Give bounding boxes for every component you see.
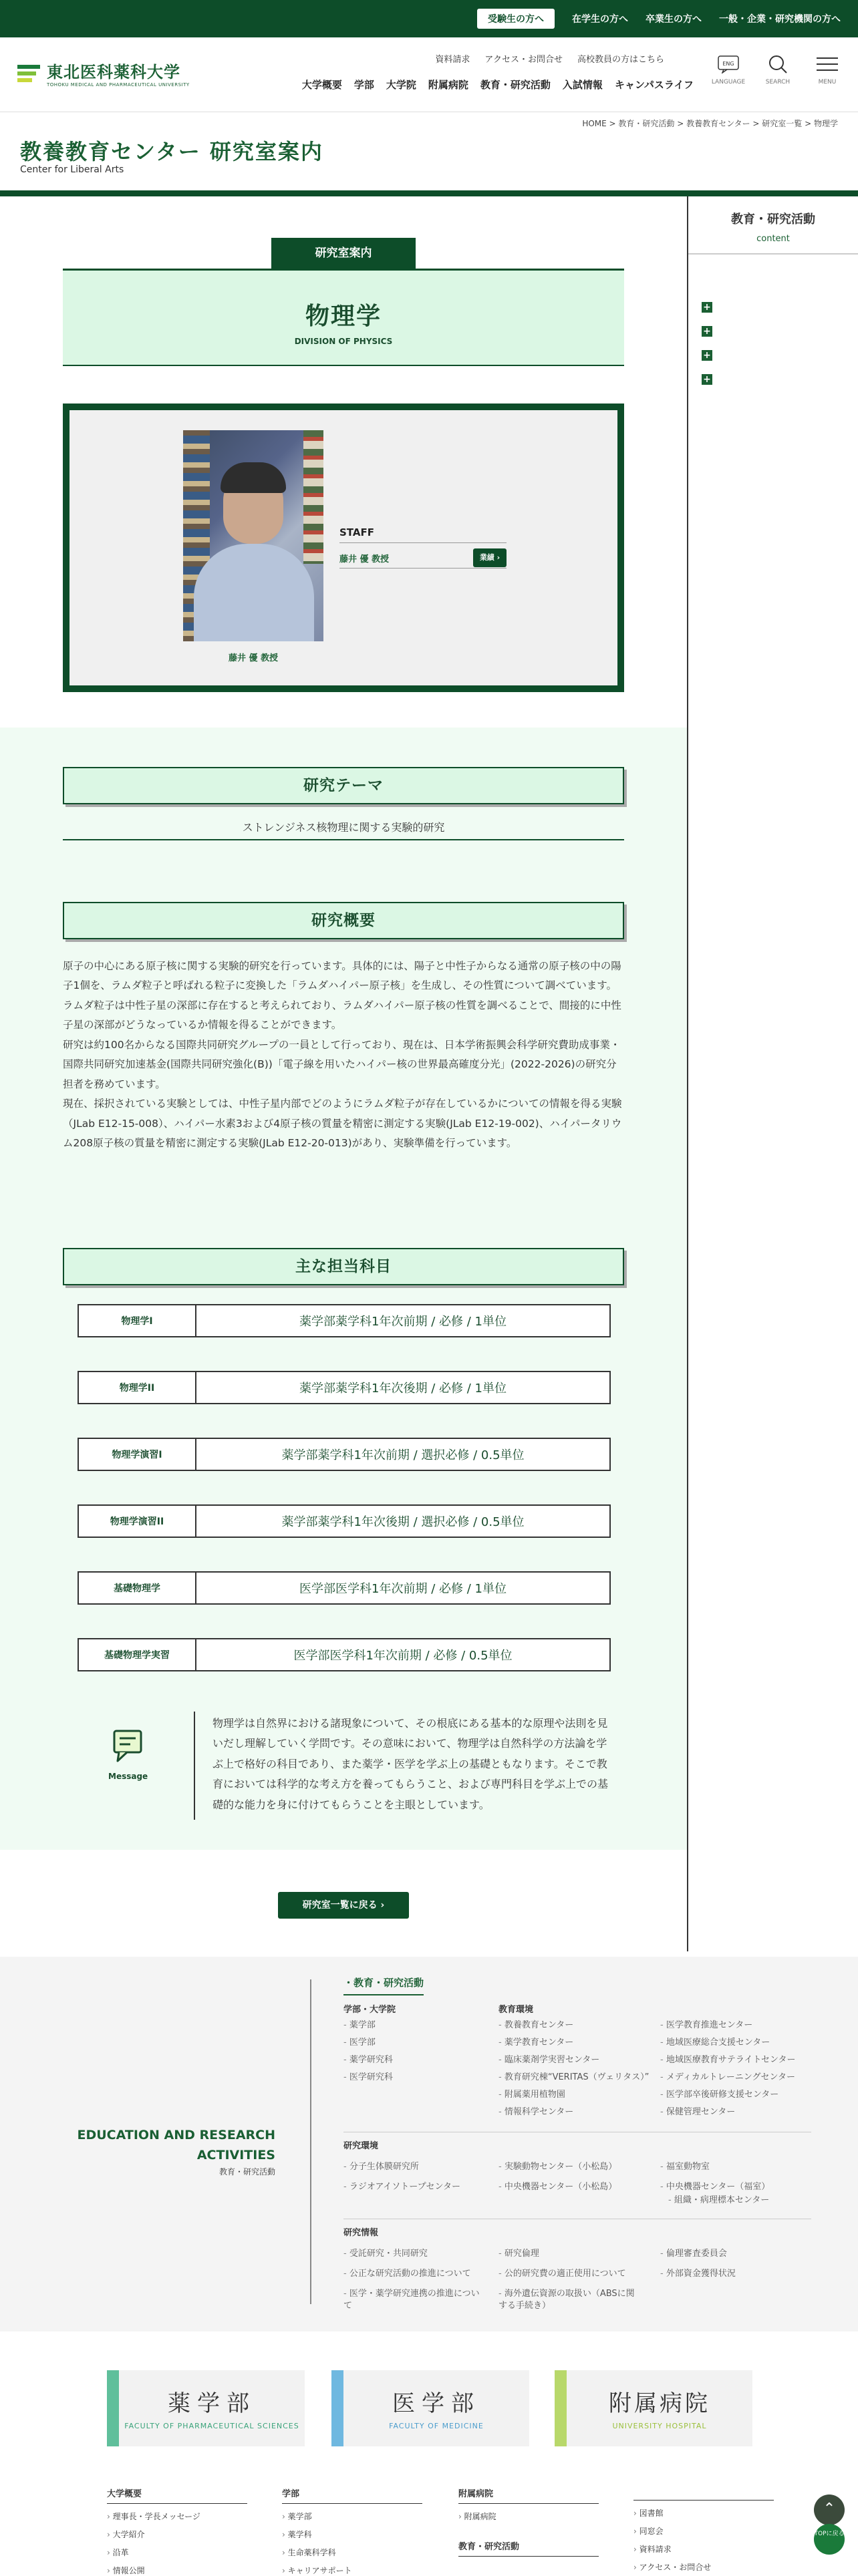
footer-main xyxy=(0,2331,858,2573)
research-section-bg xyxy=(0,728,687,1850)
divider xyxy=(339,542,507,543)
footer-title-jp: 教育・研究活動 xyxy=(219,2166,275,2177)
achievements-button[interactable]: 業績 › xyxy=(473,548,507,567)
lab-tag: 研究室案内 xyxy=(271,238,416,269)
sidebar-expand-icon[interactable]: + xyxy=(702,350,712,361)
course-name: 物理学II xyxy=(79,1372,196,1403)
site-logo[interactable] xyxy=(17,59,190,88)
banner-title: 薬学部 xyxy=(168,2390,256,2417)
footer-link[interactable]: - 教育研究棟“VERITAS（ヴェリタス）” xyxy=(498,2072,649,2084)
page-title: 教養教育センター 研究室案内 xyxy=(20,139,323,164)
language-icon xyxy=(716,53,741,75)
footer-link[interactable]: - 情報科学センター xyxy=(498,2106,573,2118)
footer-col-link[interactable]: › アクセス・お問合せ xyxy=(633,2561,774,2573)
footer-link[interactable]: - 医学部 xyxy=(343,2037,376,2049)
footer-link[interactable]: - 公的研究費の適正使用について xyxy=(498,2268,626,2280)
sidebar-title: 教育・研究活動 xyxy=(731,212,815,226)
lab-name-en: DIVISION OF PHYSICS xyxy=(294,337,393,346)
footer-link[interactable]: - 公正な研究活動の推進について xyxy=(343,2268,471,2280)
footer-link[interactable]: - 臨床薬剤学実習センター xyxy=(498,2054,599,2066)
global-nav xyxy=(302,77,694,92)
footer-link[interactable]: - 研究倫理 xyxy=(498,2248,539,2260)
footer-link[interactable]: - ラジオアイソトープセンター xyxy=(343,2181,460,2193)
course-desc: 医学部医学科1年次前期 / 必修 / 1単位 xyxy=(299,1582,507,1596)
message-label: Message xyxy=(108,1772,148,1781)
staff-name: 藤井 優 教授 xyxy=(339,554,390,565)
banner-subtitle: UNIVERSITY HOSPITAL xyxy=(612,2422,707,2430)
footer-link[interactable]: - 保健管理センター xyxy=(660,2106,735,2118)
audience-link-applicants[interactable]: 受験生の方へ xyxy=(477,9,555,29)
footer-activities-heading[interactable]: ・教育・研究活動 xyxy=(343,1977,424,1989)
footer-link[interactable]: - 中央機器センター（福室） xyxy=(660,2181,770,2193)
footer-link[interactable]: - 倫理審査委員会 xyxy=(660,2248,727,2260)
staff-label: STAFF xyxy=(339,526,374,538)
footer-group-caption: 研究環境 xyxy=(343,2141,379,2151)
hamburger-icon xyxy=(815,53,840,75)
audience-bar xyxy=(0,0,858,37)
footer-title-en-1: EDUCATION AND RESEARCH xyxy=(77,2128,275,2142)
header-icons xyxy=(711,53,842,86)
lab-heading-box xyxy=(63,269,624,366)
scroll-up-icon[interactable]: ⌃ xyxy=(814,2494,845,2525)
overview-paragraph: ラムダ粒子は中性子星の深部に存在すると考えられており、ラムダハイパー原子核の性質を調べることで、間接的に中性子星の深部がどうなっているか情報を得ることができます。 xyxy=(63,999,621,1031)
language-button[interactable] xyxy=(711,53,746,86)
banner-pharmacy[interactable] xyxy=(107,2370,305,2446)
page-title-en: Center for Liberal Arts xyxy=(20,164,124,175)
research-theme-text: ストレンジネス核物理に関する実験的研究 xyxy=(63,815,624,840)
breadcrumb[interactable]: HOME > 教育・研究活動 > 教養教育センター > 研究室一覧 > 物理学 xyxy=(582,119,838,128)
gnav-about[interactable]: 大学概要 xyxy=(301,79,342,91)
divider xyxy=(310,1979,311,2304)
search-icon xyxy=(765,53,791,75)
footer-link[interactable]: - 附属薬用植物園 xyxy=(498,2089,565,2101)
footer-link[interactable]: - 福室動物室 xyxy=(660,2161,710,2173)
main-content xyxy=(0,196,687,1951)
course-desc: 薬学部薬学科1年次前期 / 選択必修 / 0.5単位 xyxy=(281,1448,525,1462)
footer-col-link[interactable]: › キャリアサポート xyxy=(282,2565,422,2576)
logo-name: 東北医科薬科大学 xyxy=(47,63,180,82)
footer-group-caption: 教育環境 xyxy=(498,2005,534,2015)
course-desc: 薬学部薬学科1年次前期 / 必修 / 1単位 xyxy=(299,1315,507,1329)
course-name: 基礎物理学実習 xyxy=(79,1639,196,1670)
util-link-request[interactable]: 資料請求 xyxy=(435,55,470,65)
sidebar-expand-icon[interactable]: + xyxy=(702,302,712,313)
footer-link[interactable]: - 医学教育推進センター xyxy=(660,2020,752,2032)
overview-paragraph: 原子の中心にある原子核に関する実験的研究を行っています。具体的には、陽子と中性子からなる通常の原子核の中の陽子1個を、ラムダ粒子と呼ばれる粒子に変換した「ラムダハイパー原子核」を生成し、その性質について調べています。 xyxy=(63,960,621,992)
footer-link[interactable]: - 実験動物センター（小松島） xyxy=(498,2161,617,2173)
footer-link[interactable]: - 海外遺伝資源の取扱い（ABSに関する手続き） xyxy=(498,2288,639,2312)
back-to-list-button[interactable]: 研究室一覧に戻る › xyxy=(278,1892,409,1919)
footer-col-link[interactable]: › 情報公開 xyxy=(107,2565,247,2576)
menu-button[interactable] xyxy=(813,53,842,86)
to-top-button[interactable]: TOPに戻る xyxy=(814,2524,845,2555)
gnav-campus-life[interactable]: キャンパスライフ xyxy=(614,79,694,91)
util-link-access[interactable]: アクセス・お問合せ xyxy=(484,55,563,65)
message-text: 物理学は自然界における諸現象について、その根底にある基本的な原理や法則を見いだし理解していく学問です。その意味において、物理学は自然科学の方法論を学ぶ上で格好の科目であり、また薬学・医学を学ぶ上の基礎ともなります。そこで教育においては科学的な考え方を養ってもらうこと、および専門科目を学ぶ上での基礎的な能力を身に付けてもらうことを主眼としています。 xyxy=(212,1717,609,1811)
sidebar xyxy=(687,196,858,1951)
footer-col-heading xyxy=(633,2486,774,2501)
divider xyxy=(343,1994,424,1995)
gnav-research[interactable]: 教育・研究活動 xyxy=(480,79,551,91)
sidebar-expand-icon[interactable]: + xyxy=(702,374,712,385)
footer-col-link[interactable]: › 薬学部 xyxy=(282,2511,422,2522)
page-title-bar xyxy=(0,112,858,196)
banner-medicine[interactable] xyxy=(331,2370,529,2446)
footer-link[interactable]: - 地域医療総合支援センター xyxy=(660,2037,770,2049)
footer-group-caption: 研究情報 xyxy=(343,2228,379,2238)
footer-col-hospital xyxy=(458,2486,599,2557)
footer-col-link[interactable]: › 同窓会 xyxy=(633,2525,774,2537)
footer-link[interactable]: - 中央機器センター（小松島） xyxy=(498,2181,617,2193)
gnav-faculties[interactable]: 学部 xyxy=(353,79,374,91)
footer-col-link[interactable]: › 大学紹介 xyxy=(107,2529,247,2540)
lab-name: 物理学 xyxy=(305,303,382,330)
courses-heading: 主な担当科目 xyxy=(63,1248,624,1285)
footer-col-heading[interactable]: 大学概要 xyxy=(107,2486,247,2504)
footer-activities-title xyxy=(78,2125,276,2179)
course-name: 物理学I xyxy=(79,1305,196,1336)
research-theme-heading-main: 研究テーマ xyxy=(63,767,624,804)
footer-col-about xyxy=(107,2486,247,2576)
banner-title: 附属病院 xyxy=(609,2390,710,2417)
footer-activities xyxy=(0,1957,858,2331)
overview-paragraph: 現在、採択されている実験としては、中性子星内部でどのようにラムダ粒子が存在しているかについての情報を得る実験（JLab E12-15-008）、ハイパー水素3および4原子核の質量を精密に測定する実験(JLab E12-19-002)、ハイパータリウム208原子核の質量を精密に測定する実験(JLab E12-20-013)があり、実験準備を行っています。 xyxy=(63,1098,622,1149)
footer-col-link[interactable]: › 生命薬科学科 xyxy=(282,2547,422,2558)
footer-link[interactable]: - 組織・病理標本センター xyxy=(668,2195,769,2207)
footer-col-link[interactable]: › 薬学科 xyxy=(282,2529,422,2540)
language-label: LANGUAGE xyxy=(711,79,746,86)
overview-paragraph: 研究は約100名からなる国際共同研究グループの一員として行っており、現在は、日本学術振興会科学研究費助成事業・国際共同研究加速基金(国際共同研究強化(B))「電子線を用いたハイパー核の世界最高確度分光」(2022-2026)の研究分担者を務めています。 xyxy=(63,1038,621,1090)
footer-col-heading[interactable]: 附属病院 xyxy=(458,2486,599,2504)
content-layout xyxy=(0,196,858,1951)
gnav-admissions[interactable]: 入試情報 xyxy=(562,79,603,91)
divider xyxy=(339,568,507,569)
footer-col-heading[interactable]: 学部 xyxy=(282,2486,422,2504)
audience-link-students[interactable]: 在学生の方へ xyxy=(572,14,628,25)
staff-photo xyxy=(183,430,323,641)
footer-col-misc xyxy=(633,2486,774,2573)
search-label: SEARCH xyxy=(765,79,791,86)
footer-link[interactable]: - 薬学部 xyxy=(343,2020,376,2032)
utility-nav xyxy=(435,52,664,65)
banner-title: 医学部 xyxy=(392,2390,480,2417)
footer-link[interactable]: - 分子生体膜研究所 xyxy=(343,2161,419,2173)
logo-mark-icon xyxy=(17,63,40,84)
search-button[interactable] xyxy=(763,53,793,86)
footer-col-link[interactable]: › 図書館 xyxy=(633,2507,774,2519)
sidebar-expand-icon[interactable]: + xyxy=(702,326,712,337)
footer-link[interactable]: - 薬学研究科 xyxy=(343,2054,393,2066)
gnav-graduate[interactable]: 大学院 xyxy=(386,79,416,91)
footer-link[interactable]: - 医学・薬学研究連携の推進について xyxy=(343,2288,484,2312)
banner-subtitle: FACULTY OF PHARMACEUTICAL SCIENCES xyxy=(124,2422,299,2430)
footer-link[interactable]: - 薬学教育センター xyxy=(498,2037,573,2049)
footer-link[interactable]: - 医学研究科 xyxy=(343,2072,393,2084)
course-name: 基礎物理学 xyxy=(79,1573,196,1603)
course-desc: 薬学部薬学科1年次後期 / 選択必修 / 0.5単位 xyxy=(281,1515,525,1529)
sidebar-subtitle: content xyxy=(688,234,858,255)
footer-group-caption: 学部・大学院 xyxy=(343,2005,396,2015)
course-desc: 薬学部薬学科1年次後期 / 必修 / 1単位 xyxy=(299,1382,507,1396)
banner-hospital[interactable] xyxy=(555,2370,752,2446)
site-header xyxy=(0,37,858,112)
research-overview-heading: 研究概要 xyxy=(63,902,624,939)
audience-link-public[interactable]: 一般・企業・研究機関の方へ xyxy=(719,14,841,25)
footer-col-link[interactable]: › 資料請求 xyxy=(633,2543,774,2555)
footer-link[interactable]: - 受託研究・共同研究 xyxy=(343,2248,428,2260)
course-name: 物理学演習II xyxy=(79,1506,196,1537)
course-name: 物理学演習I xyxy=(79,1439,196,1470)
eng-label: ENG xyxy=(722,61,734,67)
footer-link[interactable]: - 外部資金獲得状況 xyxy=(660,2268,736,2280)
footer-title-en-2: ACTIVITIES xyxy=(196,2148,275,2163)
audience-link-alumni[interactable]: 卒業生の方へ xyxy=(646,14,702,25)
banner-subtitle: FACULTY OF MEDICINE xyxy=(389,2422,484,2430)
footer-link[interactable]: - メディカルトレーニングセンター xyxy=(660,2072,795,2084)
menu-label: MENU xyxy=(818,79,837,86)
footer-link[interactable]: - 教養教育センター xyxy=(498,2020,573,2032)
footer-col-faculties xyxy=(282,2486,422,2576)
staff-card xyxy=(63,404,624,692)
footer-link[interactable]: - 医学部卒後研修支援センター xyxy=(660,2089,778,2101)
util-link-teachers[interactable]: 高校教員の方はこちら xyxy=(577,55,664,65)
footer-col-link[interactable]: › 附属病院 xyxy=(458,2511,599,2522)
footer-link[interactable]: - 地域医療教育サテライトセンター xyxy=(660,2054,796,2066)
footer-col-heading[interactable]: 教育・研究活動 xyxy=(458,2539,599,2557)
staff-photo-caption: 藤井 優 教授 xyxy=(228,653,279,663)
footer-col-link[interactable]: › 理事長・学長メッセージ xyxy=(107,2511,247,2522)
gnav-hospital[interactable]: 附属病院 xyxy=(428,79,468,91)
course-desc: 医学部医学科1年次前期 / 必修 / 0.5単位 xyxy=(293,1649,513,1663)
footer-col-link[interactable]: › 沿革 xyxy=(107,2547,247,2558)
logo-subtitle: TOHOKU MEDICAL AND PHARMACEUTICAL UNIVERSITY xyxy=(47,82,190,88)
